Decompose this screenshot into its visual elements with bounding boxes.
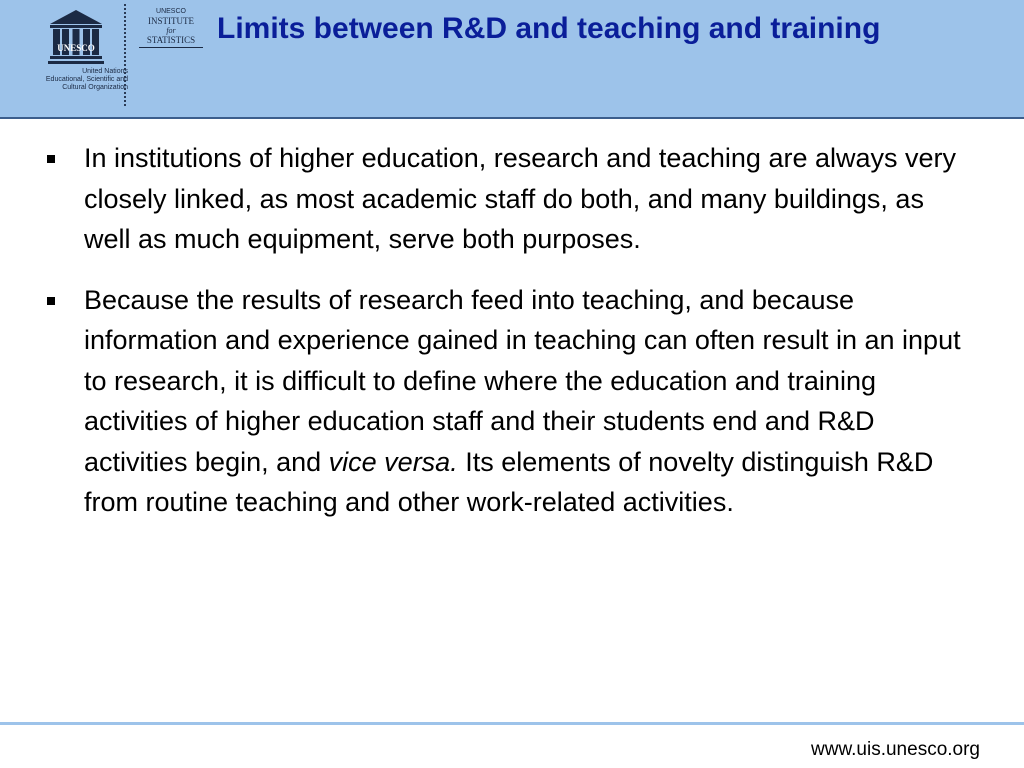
bullet-square-icon xyxy=(47,297,55,305)
footer-url: www.uis.unesco.org xyxy=(811,739,980,760)
bullet-square-icon xyxy=(47,155,55,163)
uis-line-for: for xyxy=(166,26,176,35)
bullet-text: In institutions of higher education, research and teaching are always very closely linked, as most academic staff do both, and many buildings, as well as much equipment, serve both purposes. xyxy=(84,143,957,254)
header-banner xyxy=(0,0,1024,119)
bullet-text-part: Because the results of research feed into teaching, and because information and experience gained in teaching can often result in an input to research, it is difficult to define where the education and training activities of higher education staff and their students end and R&D activities begin, and xyxy=(84,284,961,477)
uis-line-statistics: STATISTICS xyxy=(146,35,196,45)
unesco-emblem-text: UNESCO xyxy=(57,43,95,53)
logo-divider xyxy=(124,4,126,106)
un-line-1: United Nations xyxy=(82,68,128,75)
uis-line-institute: INSTITUTE xyxy=(148,16,194,26)
uis-underline xyxy=(139,47,203,48)
uis-logo xyxy=(132,8,210,64)
slide-title: Limits between R&D and teaching and training xyxy=(217,12,881,45)
unesco-temple-icon xyxy=(48,8,104,66)
un-organization-name xyxy=(10,68,128,92)
un-line-2: Educational, Scientific and xyxy=(45,76,128,83)
unesco-logo xyxy=(10,4,128,108)
slide-body xyxy=(44,138,974,543)
bullet-text-italic: vice versa. xyxy=(328,446,458,477)
bullet-item xyxy=(44,138,974,260)
uis-line-unesco: UNESCO xyxy=(156,8,186,15)
footer-divider xyxy=(0,722,1024,725)
bullet-text-part: Its elements of novelty distinguish R&D from routine teaching and other work-related activities. xyxy=(84,446,934,517)
bullet-item xyxy=(44,280,974,523)
un-line-3: Cultural Organization xyxy=(62,84,128,91)
